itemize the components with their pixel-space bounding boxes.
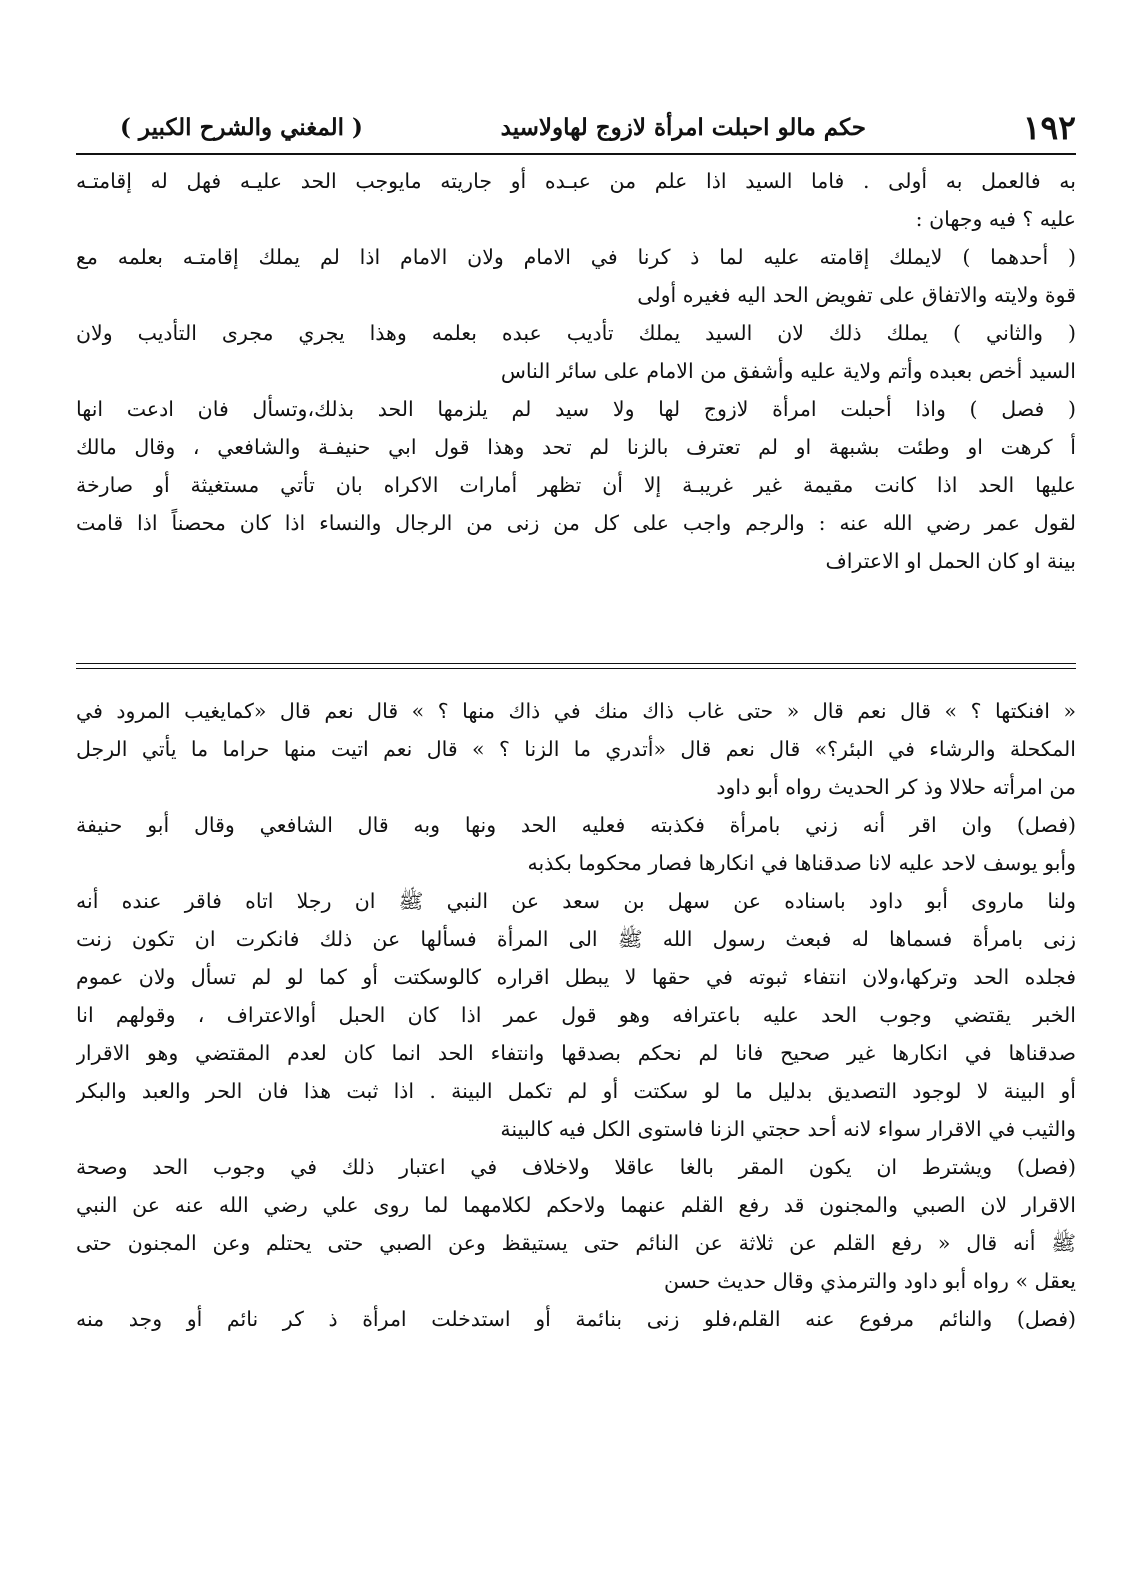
book-page [76, 0, 1076, 1572]
text-line: الاقرار لان الصبي والمجنون قد رفع القلم عنهما ولاحكم لكلامهما لما روى علي رضي الله عنه عن النبي [76, 1193, 1076, 1217]
main-text [76, 162, 1076, 580]
text-line: زنى بامرأة فسماها له فبعث رسول الله ﷺ الى المرأة فسألها عن ذلك فانكرت ان تكون زنت [76, 927, 1076, 951]
text-line: يعقل » رواه أبو داود والترمذي وقال حديث حسن [663, 1269, 1076, 1293]
text-line: (فصل) والنائم مرفوع عنه القلم،فلو زنى بنائمة أو استدخلت امرأة ذ كر نائم أو وجد منه [76, 1307, 1076, 1331]
text-line: أو البينة لا لوجود التصديق بدليل ما لو سكتت أو لم تكمل البينة . اذا ثبت هذا فان الحر والعبد والبكر [76, 1079, 1076, 1103]
text-line: والثيب في الاقرار سواء لانه أحد حجتي الزنا فاستوى الكل فيه كالبينة [500, 1117, 1076, 1141]
text-line: الخبر يقتضي وجوب الحد عليه باعترافه وهو قول عمر اذا كان الحبل أوالاعتراف ، وقولهم انا [76, 1003, 1076, 1027]
book-title: ( المغني والشرح الكبير ) [120, 114, 363, 141]
text-line: السيد أخص بعبده وأتم ولاية عليه وأشفق من الامام على سائر الناس [500, 359, 1076, 383]
text-line: فجلده الحد وتركها،ولان انتفاء ثبوته في حقها لا يبطل اقراره كالوسكتت أو كما لو لم تسأل ولان عموم [76, 965, 1076, 989]
text-line: المكحلة والرشاء في البئر؟» قال نعم قال «أتدري ما الزنا ؟ » قال نعم اتيت منها حراما ما يأتي الرجل [76, 737, 1076, 761]
chapter-heading: حكم مالو احبلت امرأة لازوج لهاولاسيد [500, 114, 866, 141]
text-line: عليه ؟ فيه وجهان : [915, 207, 1076, 231]
text-line: قوة ولايته والاتفاق على تفويض الحد اليه فغيره أولى [637, 283, 1076, 307]
page-number: ١٩٢ [1022, 108, 1076, 147]
text-line: ( والثاني ) يملك ذلك لان السيد يملك تأديب عبده بعلمه وهذا يجري مجرى التأديب ولان [76, 321, 1076, 345]
text-line: من امرأته حلالا وذ كر الحديث رواه أبو داود [716, 775, 1076, 799]
text-line: (فصل) ويشترط ان يكون المقر بالغا عاقلا ولاخلاف في اعتبار ذلك في وجوب الحد وصحة [76, 1155, 1076, 1179]
text-line: ( أحدهما ) لايملك إقامته عليه لما ذ كرنا في الامام ولان الامام اذا لم يملك إقامتـه بعلمه مع [76, 245, 1076, 269]
text-line: وأبو يوسف لاحد عليه لانا صدقناها في انكارها فصار محكوما بكذبه [527, 851, 1076, 875]
text-line: (فصل) وان اقر أنه زني بامرأة فكذبته فعليه الحد ونها وبه قال الشافعي وقال أبو حنيفة [76, 813, 1076, 837]
text-line: ولنا ماروى أبو داود باسناده عن سهل بن سعد عن النبي ﷺ ان رجلا اتاه فاقر عنده أنه [76, 889, 1076, 913]
commentary-text [76, 692, 1076, 1338]
text-line: ﷺ أنه قال « رفع القلم عن ثلاثة عن النائم حتى يستيقظ وعن الصبي حتى يحتلم وعن المجنون حتى [76, 1231, 1076, 1255]
text-line: به فالعمل به أولى . فاما السيد اذا علم من عبـده أو جاريته مايوجب الحد عليـه فهل له إقامتـه [76, 169, 1076, 193]
text-line: أ كرهت او وطئت بشبهة او لم تعترف بالزنا لم تحد وهذا قول ابي حنيفـة والشافعي ، وقال مالك [76, 435, 1076, 459]
section-divider [76, 663, 1076, 669]
text-line: لقول عمر رضي الله عنه : والرجم واجب على كل من زنى من الرجال والنساء اذا كان محصناً اذا قامت [76, 511, 1076, 535]
text-line: صدقناها في انكارها غير صحيح فانا لم نحكم بصدقها وانتفاء الحد انما كان لعدم المقتضي وهو الاقرار [76, 1041, 1076, 1065]
text-line: بينة او كان الحمل او الاعتراف [825, 549, 1076, 573]
text-line: « افنكتها ؟ » قال نعم قال « حتى غاب ذاك منك في ذاك منها ؟ » قال نعم قال «كمايغيب المرود في [76, 699, 1076, 723]
page-header [76, 104, 1076, 152]
text-line: ( فصل ) واذا أحبلت امرأة لازوج لها ولا سيد لم يلزمها الحد بذلك،وتسأل فان ادعت انها [76, 397, 1076, 421]
text-line: عليها الحد اذا كانت مقيمة غير غريبـة إلا أن تظهر أمارات الاكراه بان تأتي مستغيثة أو صارخة [76, 473, 1076, 497]
header-rule [76, 153, 1076, 155]
